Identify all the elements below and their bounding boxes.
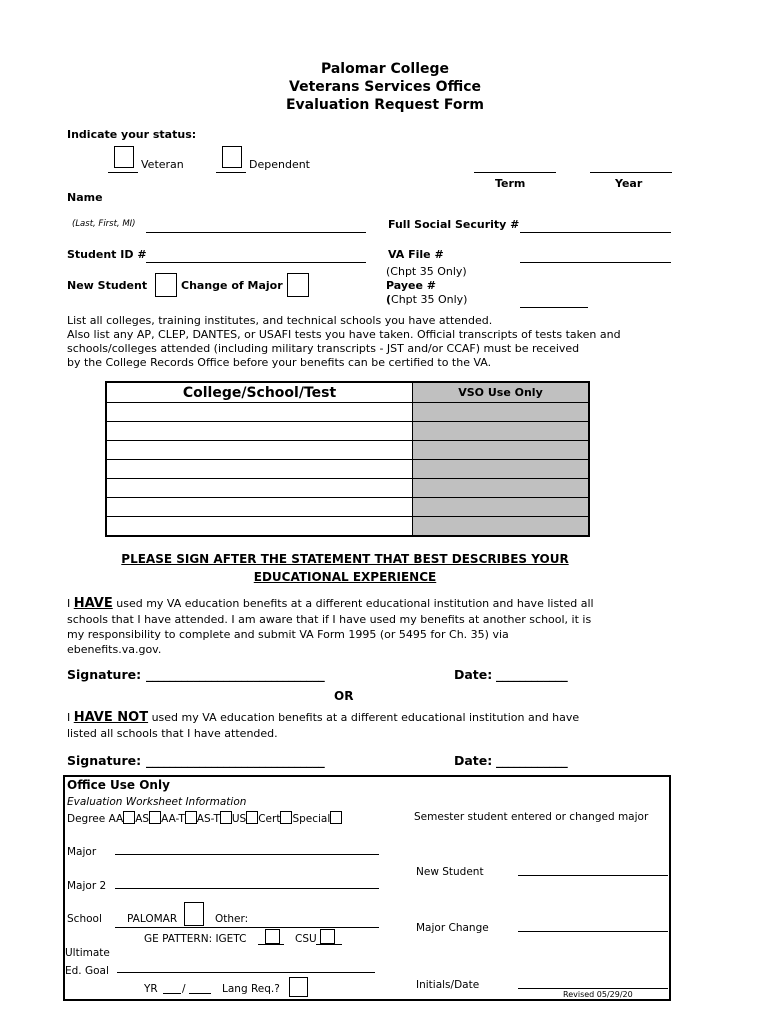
- degree-aa-label: AA: [108, 813, 124, 825]
- sign-heading-1: PLEASE SIGN AFTER THE STATEMENT THAT BEST DESCRIBES YOUR: [121, 552, 569, 566]
- ssn-field[interactable]: [520, 232, 671, 233]
- ed-goal-label: Ed. Goal: [65, 965, 109, 977]
- degree-us-checkbox[interactable]: [246, 811, 258, 824]
- statement1-have: HAVE: [73, 596, 113, 611]
- office-title: Office Use Only: [67, 778, 170, 792]
- student-id-field[interactable]: [146, 262, 366, 263]
- status-label: Indicate your status:: [67, 128, 197, 141]
- degree-ast-checkbox[interactable]: [220, 811, 232, 824]
- office-new-student-label: New Student: [416, 866, 484, 878]
- csu-label: CSU: [295, 933, 317, 945]
- school-cell[interactable]: [106, 422, 413, 441]
- name-label: Name: [67, 191, 103, 204]
- form-title-college: Palomar College: [320, 61, 450, 77]
- signature2-label: Signature:: [67, 753, 142, 768]
- degree-ast-label: AS-T: [196, 813, 220, 825]
- school-label: School: [67, 913, 102, 925]
- ge-pattern-label: GE PATTERN: IGETC: [144, 933, 247, 945]
- lang-req-checkbox[interactable]: [289, 977, 308, 997]
- statement2-have-not: HAVE NOT: [73, 710, 149, 725]
- dependent-label: Dependent: [249, 158, 310, 171]
- ultimate-label: Ultimate: [65, 947, 110, 959]
- change-major-checkbox[interactable]: [287, 273, 309, 297]
- or-separator: OR: [334, 689, 354, 703]
- semester-label: Semester student entered or changed major: [414, 811, 649, 823]
- va-file-label: VA File #: [388, 248, 444, 261]
- statement1-prefix: I: [67, 597, 71, 610]
- yr-label: YR: [144, 983, 158, 995]
- table-row: [106, 422, 589, 441]
- veteran-label: Veteran: [141, 158, 184, 171]
- table-row: [106, 460, 589, 479]
- school-cell[interactable]: [106, 441, 413, 460]
- palomar-checkbox[interactable]: [184, 902, 204, 926]
- school-cell[interactable]: [106, 479, 413, 498]
- veteran-checkbox[interactable]: [114, 146, 134, 168]
- year-label: Year: [615, 177, 643, 190]
- degree-aa-checkbox[interactable]: [123, 811, 135, 824]
- worksheet-label: Evaluation Worksheet Information: [67, 796, 247, 808]
- revised-date: Revised 05/29/20: [563, 990, 633, 999]
- table-row: [106, 441, 589, 460]
- instructions-line-1: List all colleges, training institutes, and technical schools you have attended.: [67, 314, 493, 327]
- student-id-label: Student ID #: [67, 248, 147, 261]
- form-title-office: Veterans Services Office: [289, 79, 481, 95]
- major2-label: Major 2: [67, 880, 107, 892]
- payee-label: Payee #: [386, 279, 436, 292]
- chpt35-note-1: (Chpt 35 Only): [386, 265, 467, 278]
- statement1-text-3: my responsibility to complete and submit VA Form 1995 (or 5495 for Ch. 35) via: [67, 628, 509, 641]
- statement2-text-2: listed all schools that I have attended.: [67, 727, 278, 740]
- degree-aat-label: AA-T: [161, 813, 185, 825]
- degree-row: [67, 811, 342, 825]
- table-row: [106, 479, 589, 498]
- yr-field-1[interactable]: [163, 993, 181, 994]
- date2-field[interactable]: ____________: [496, 753, 568, 768]
- payee-field[interactable]: [520, 307, 588, 308]
- palomar-label: PALOMAR: [127, 913, 178, 925]
- col-college-header: College/School/Test: [106, 382, 413, 403]
- new-student-checkbox[interactable]: [155, 273, 177, 297]
- statement2-text-1: used my VA education benefits at a different educational institution and have: [148, 711, 580, 724]
- degree-cert-checkbox[interactable]: [280, 811, 292, 824]
- yr-field-2[interactable]: [189, 993, 211, 994]
- table-row: [106, 498, 589, 517]
- ed-goal-field[interactable]: [117, 972, 375, 973]
- change-major-label: Change of Major: [181, 279, 283, 292]
- col-vso-header: VSO Use Only: [413, 382, 590, 403]
- degree-as-label: AS: [135, 813, 150, 825]
- statement1-text-4: ebenefits.va.gov.: [67, 643, 162, 656]
- major-change-field[interactable]: [518, 931, 668, 932]
- signature1-label: Signature:: [67, 667, 142, 682]
- major-label: Major: [67, 846, 97, 858]
- degree-special-label: Special: [292, 813, 331, 825]
- instructions-line-3: schools/colleges attended (including military transcripts - JST and/or CCAF) must be received: [67, 342, 580, 355]
- year-field[interactable]: [590, 172, 672, 173]
- igetc-checkbox[interactable]: [265, 929, 280, 945]
- major-change-label: Major Change: [416, 922, 489, 934]
- statement2-prefix: I: [67, 711, 71, 724]
- major2-field[interactable]: [115, 888, 379, 889]
- school-cell[interactable]: [106, 498, 413, 517]
- signature2-field[interactable]: ______________________________: [146, 753, 325, 768]
- initials-date-label: Initials/Date: [416, 979, 480, 991]
- yr-slash: /: [182, 983, 186, 995]
- sign-heading-2: EDUCATIONAL EXPERIENCE: [253, 570, 437, 584]
- name-field[interactable]: [146, 232, 366, 233]
- name-hint: (Last, First, MI): [72, 219, 136, 229]
- dependent-checkbox[interactable]: [222, 146, 242, 168]
- instructions-line-2: Also list any AP, CLEP, DANTES, or USAFI tests you have taken. Official transcripts of tests taken and: [67, 328, 621, 341]
- degree-as-checkbox[interactable]: [149, 811, 161, 824]
- term-field[interactable]: [474, 172, 556, 173]
- signature1-field[interactable]: ______________________________: [146, 667, 325, 682]
- school-cell[interactable]: [106, 460, 413, 479]
- other-label: Other:: [215, 913, 249, 925]
- schools-table: [105, 381, 590, 537]
- form-title-form: Evaluation Request Form: [285, 97, 485, 113]
- instructions-line-4: by the College Records Office before your benefits can be certified to the VA.: [67, 356, 492, 369]
- school-cell[interactable]: [106, 517, 413, 537]
- degree-aat-checkbox[interactable]: [185, 811, 197, 824]
- date1-label: Date:: [454, 667, 493, 682]
- office-new-student-field[interactable]: [518, 875, 668, 876]
- date2-label: Date:: [454, 753, 493, 768]
- statement1-text-2: schools that I have attended. I am aware that if I have used my benefits at another school, it is: [67, 613, 592, 626]
- date1-field[interactable]: ____________: [496, 667, 568, 682]
- statement1-text-1: used my VA education benefits at a different educational institution and have listed all: [112, 597, 594, 610]
- table-row: [106, 517, 589, 537]
- degree-special-checkbox[interactable]: [330, 811, 342, 824]
- degree-label: Degree: [67, 813, 106, 825]
- new-student-label: New Student: [67, 279, 148, 292]
- major-field[interactable]: [115, 854, 379, 855]
- table-row: [106, 403, 589, 422]
- chpt35-paren: (: [386, 293, 392, 306]
- school-cell[interactable]: [106, 403, 413, 422]
- va-file-field[interactable]: [520, 262, 671, 263]
- chpt35-note-2: Chpt 35 Only): [391, 293, 468, 306]
- csu-checkbox[interactable]: [320, 929, 335, 945]
- lang-req-label: Lang Req.?: [222, 983, 280, 995]
- degree-us-label: US: [231, 813, 247, 825]
- degree-cert-label: Cert: [258, 813, 281, 825]
- ssn-label: Full Social Security #: [388, 218, 520, 231]
- initials-date-field[interactable]: [518, 988, 668, 989]
- term-label: Term: [495, 177, 526, 190]
